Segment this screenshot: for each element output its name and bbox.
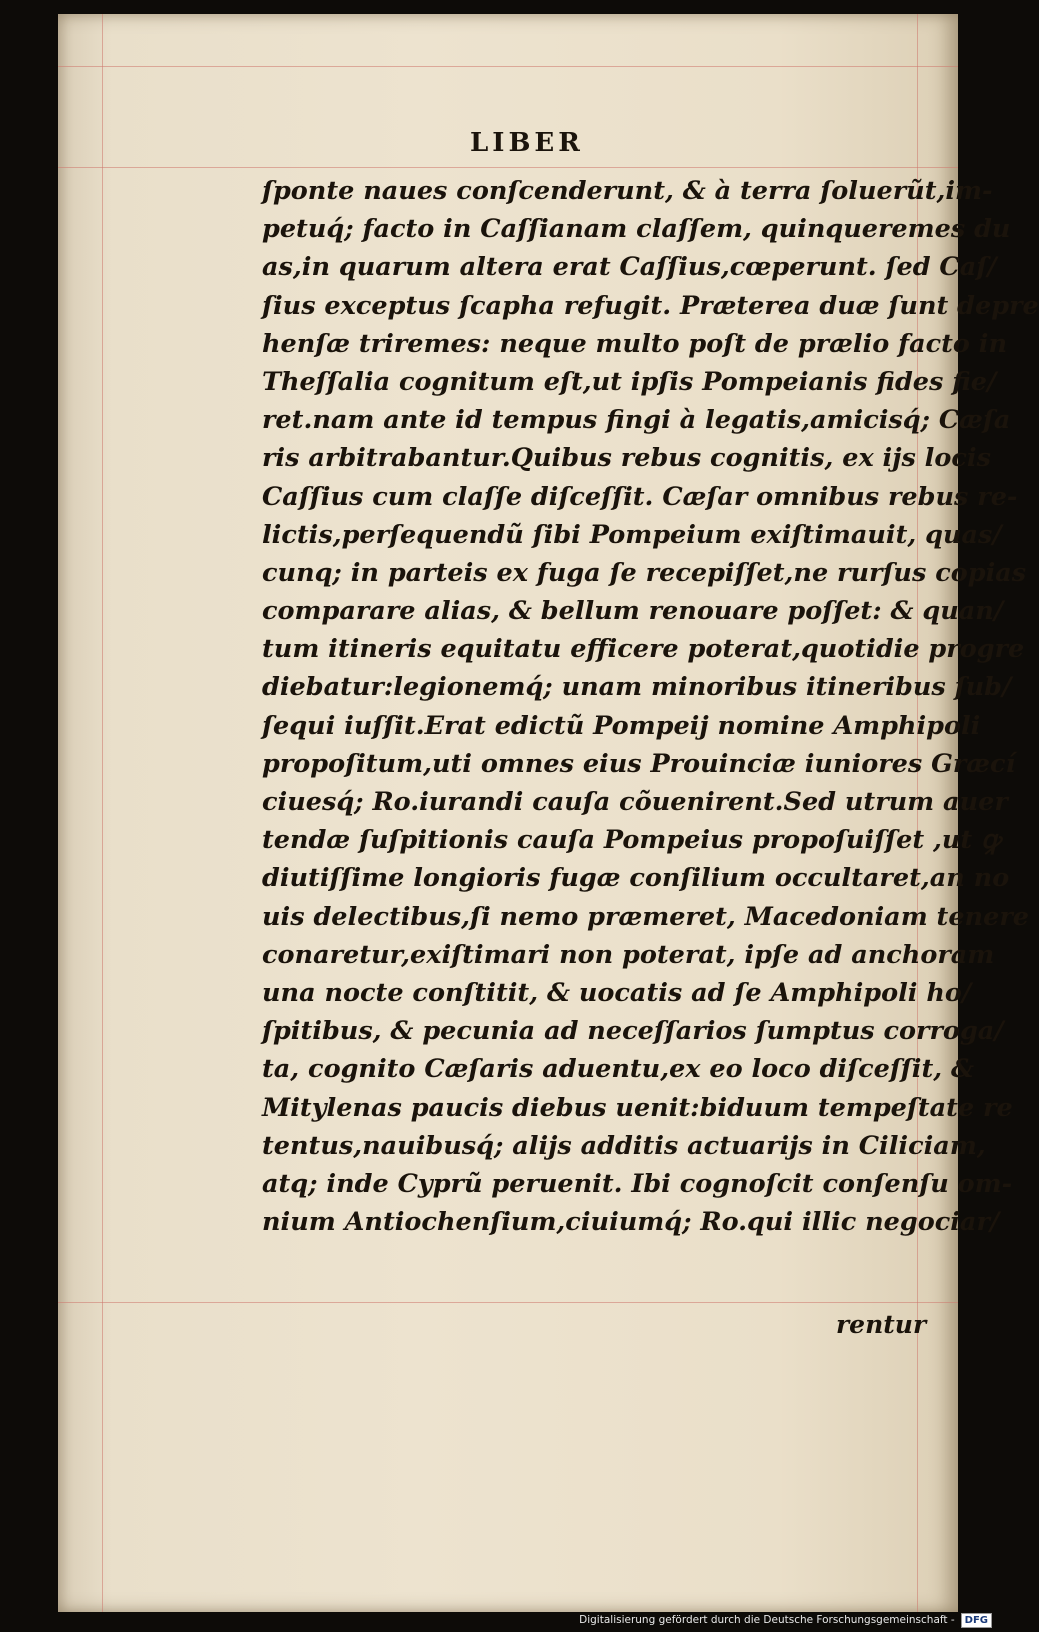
text-line: ſpitibus, & pecunia ad neceſſarios ſumptus corroga/ xyxy=(262,1016,1004,1047)
text-line: diutiſſime longioris fugæ conſilium occultaret,an no xyxy=(262,863,1010,894)
text-line: cunq; in parteis ex fuga ſe recepiſſet,ne rurſus copias xyxy=(262,557,1027,588)
text-line: ris arbitrabantur.Quibus rebus cognitis, ex ijs locis xyxy=(262,443,991,474)
running-head: LIBER xyxy=(470,128,584,158)
text-line: uis delectibus,ſi nemo præmeret, Macedoniam tenere xyxy=(262,901,1029,932)
digitization-footer xyxy=(579,1610,992,1630)
margin-rule-top xyxy=(58,66,958,67)
dfg-logo-icon[interactable]: DFG xyxy=(961,1613,992,1628)
text-line: as,in quarum altera erat Caſſius,cœperunt. ſed Caſ/ xyxy=(262,252,997,283)
text-line: ſequi iuſſit.Erat edictũ Pompeij nomine Amphipoli xyxy=(262,710,981,741)
text-line: conaretur,exiſtimari non poterat, ipſe ad anchoram xyxy=(262,939,995,970)
catchword: rentur xyxy=(836,1310,927,1339)
text-line: Caſſius cum claſſe diſceſſit. Cæſar omnibus rebus re- xyxy=(262,481,1018,512)
text-line: ta, cognito Cæſaris aduentu,ex eo loco diſceſſit, & xyxy=(262,1054,975,1085)
margin-rule-bottom xyxy=(58,1302,958,1303)
text-line: lictis,perſequendũ ſibi Pompeium exiſtimauit, quas/ xyxy=(262,519,1002,550)
text-line: Theſſalia cognitum eſt,ut ipſis Pompeianis fides fie/ xyxy=(262,366,997,397)
text-line: ſponte naues conſcenderunt, & à terra ſoluerũt,im- xyxy=(262,176,993,206)
text-line: nium Antiochenſium,ciuiumq́; Ro.qui illic negociar/ xyxy=(262,1207,1000,1238)
text-line: ciuesq́; Ro.iurandi cauſa cõuenirent.Sed utrum auer xyxy=(262,787,1008,817)
text-line: tum itineris equitatu efficere poterat,quotidie progre xyxy=(262,634,1025,665)
footer-text: Digitalisierung gefördert durch die Deutsche Forschungsgemeinschaft - xyxy=(579,1614,955,1626)
text-line: diebatur:legionemq́; unam minoribus itineribus ſub/ xyxy=(262,672,1012,703)
margin-rule-head xyxy=(58,167,958,168)
margin-rule-left xyxy=(102,14,103,1612)
text-line: ſius exceptus ſcapha refugit. Præterea duæ ſunt depre xyxy=(262,290,1039,321)
text-line: petuq́; facto in Caſſianam claſſem, quinqueremes du xyxy=(262,214,1011,245)
text-line: comparare alias, & bellum renouare poſſet: & quan/ xyxy=(262,596,1004,627)
text-line: propoſitum,uti omnes eius Prouinciæ iuniores Græcí xyxy=(262,748,1016,779)
text-line: henſæ triremes: neque multo poſt de prælio facto in xyxy=(262,328,1008,359)
text-block xyxy=(262,172,1039,1241)
text-line: ret.nam ante id tempus fingi à legatis,amicisq́; Cæſa xyxy=(262,405,1011,436)
text-line: atq; inde Cyprũ peruenit. Ibi cognoſcit conſenſu om- xyxy=(262,1168,1013,1199)
text-line: tentus,nauibusq́; alijs additis actuarijs in Ciliciam, xyxy=(262,1130,986,1161)
text-line: Mitylenas paucis diebus uenit:biduum tempeſtate re xyxy=(262,1092,1013,1123)
text-line: una nocte conſtitit, & uocatis ad ſe Amphipoli ho/ xyxy=(262,977,972,1008)
text-line: tendæ ſuſpitionis cauſa Pompeius propoſuiſſet ,ut ꝙ xyxy=(262,825,1001,856)
